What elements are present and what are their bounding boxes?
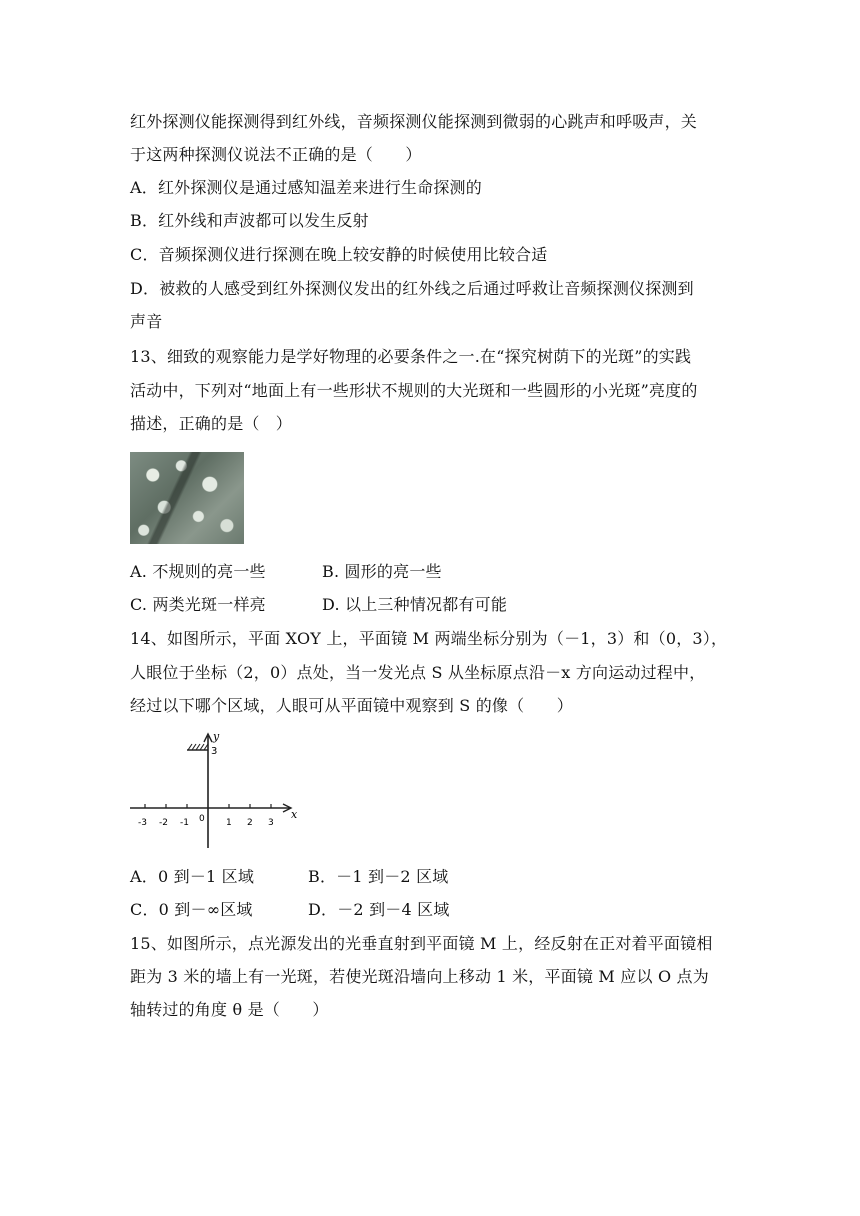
q13-option-c: C. 两类光斑一样亮	[130, 595, 266, 614]
q14-option-a: A．0 到－1 区域	[130, 867, 255, 886]
q13-options-row2	[130, 595, 740, 615]
q13-stem-line1: 13、细致的观察能力是学好物理的必要条件之一.在“探究树荫下的光斑”的实践	[130, 347, 692, 366]
q14-option-d: D．－2 到－4 区域	[308, 900, 450, 919]
q12-stem-line1: 红外探测仪能探测得到红外线，音频探测仪能探测到微弱的心跳声和呼吸声，关	[130, 112, 698, 131]
q13-stem-line3: 描述，正确的是（ ）	[130, 414, 293, 433]
q12-option-a: A．红外探测仪是通过感知温差来进行生命探测的	[130, 178, 482, 197]
q15-stem-line3: 轴转过的角度 θ 是（ ）	[130, 1000, 329, 1019]
q15-stem-line1: 15、如图所示，点光源发出的光垂直射到平面镜 M 上，经反射在正对着平面镜相	[130, 934, 713, 953]
tree-shade-light-spots-photo	[130, 452, 244, 544]
x-tick-label: 2	[247, 818, 253, 828]
x-tick-label: -3	[138, 818, 147, 828]
q14-option-c: C．0 到－∞区域	[130, 900, 253, 919]
q13-option-b: B. 圆形的亮一些	[322, 562, 442, 581]
photo-shadow-stripe	[130, 452, 244, 544]
q13-option-a: A. 不规则的亮一些	[130, 562, 266, 581]
y-axis-label: y	[213, 730, 220, 743]
y-tick-label-3: 3	[211, 746, 218, 757]
q14-stem-line2: 人眼位于坐标（2，0）点处，当一发光点 S 从坐标原点沿－x 方向运动过程中，	[130, 663, 706, 682]
q14-options-row1	[130, 867, 740, 887]
q12-option-c: C．音频探测仪进行探测在晚上较安静的时候使用比较合适	[130, 245, 548, 264]
q13-stem-line2: 活动中，下列对“地面上有一些形状不规则的大光斑和一些圆形的小光斑”亮度的	[130, 381, 698, 400]
q14-stem-line1: 14、如图所示，平面 XOY 上，平面镜 M 两端坐标分别为（－1，3）和（0，3），	[130, 629, 728, 648]
q12-option-d-line1: D．被救的人感受到红外探测仪发出的红外线之后通过呼救让音频探测仪探测到	[130, 279, 694, 298]
mirror-hatching	[188, 744, 208, 750]
x-tick-label: 3	[268, 818, 274, 828]
q13-options-row1	[130, 562, 740, 582]
q13-option-d: D. 以上三种情况都有可能	[322, 595, 508, 614]
x-tick-label: -2	[159, 818, 168, 828]
origin-label: 0	[199, 814, 205, 824]
x-tick-label: -1	[180, 818, 189, 828]
q14-stem-line3: 经过以下哪个区域，人眼可从平面镜中观察到 S 的像（ ）	[130, 696, 573, 715]
q12-option-b: B．红外线和声波都可以发生反射	[130, 211, 369, 230]
q14-option-b: B．－1 到－2 区域	[308, 867, 449, 886]
q14-options-row2	[130, 900, 740, 920]
q12-stem-line2: 于这两种探测仪说法不正确的是（ ）	[130, 145, 422, 164]
coordinate-plane-figure	[128, 730, 308, 850]
q15-stem-line2: 距为 3 米的墙上有一光斑，若使光斑沿墙向上移动 1 米，平面镜 M 应以 O 点为	[130, 967, 709, 986]
x-axis-label: x	[291, 808, 298, 821]
q12-option-d-line2: 声音	[130, 312, 163, 331]
x-tick-label: 1	[226, 818, 232, 828]
